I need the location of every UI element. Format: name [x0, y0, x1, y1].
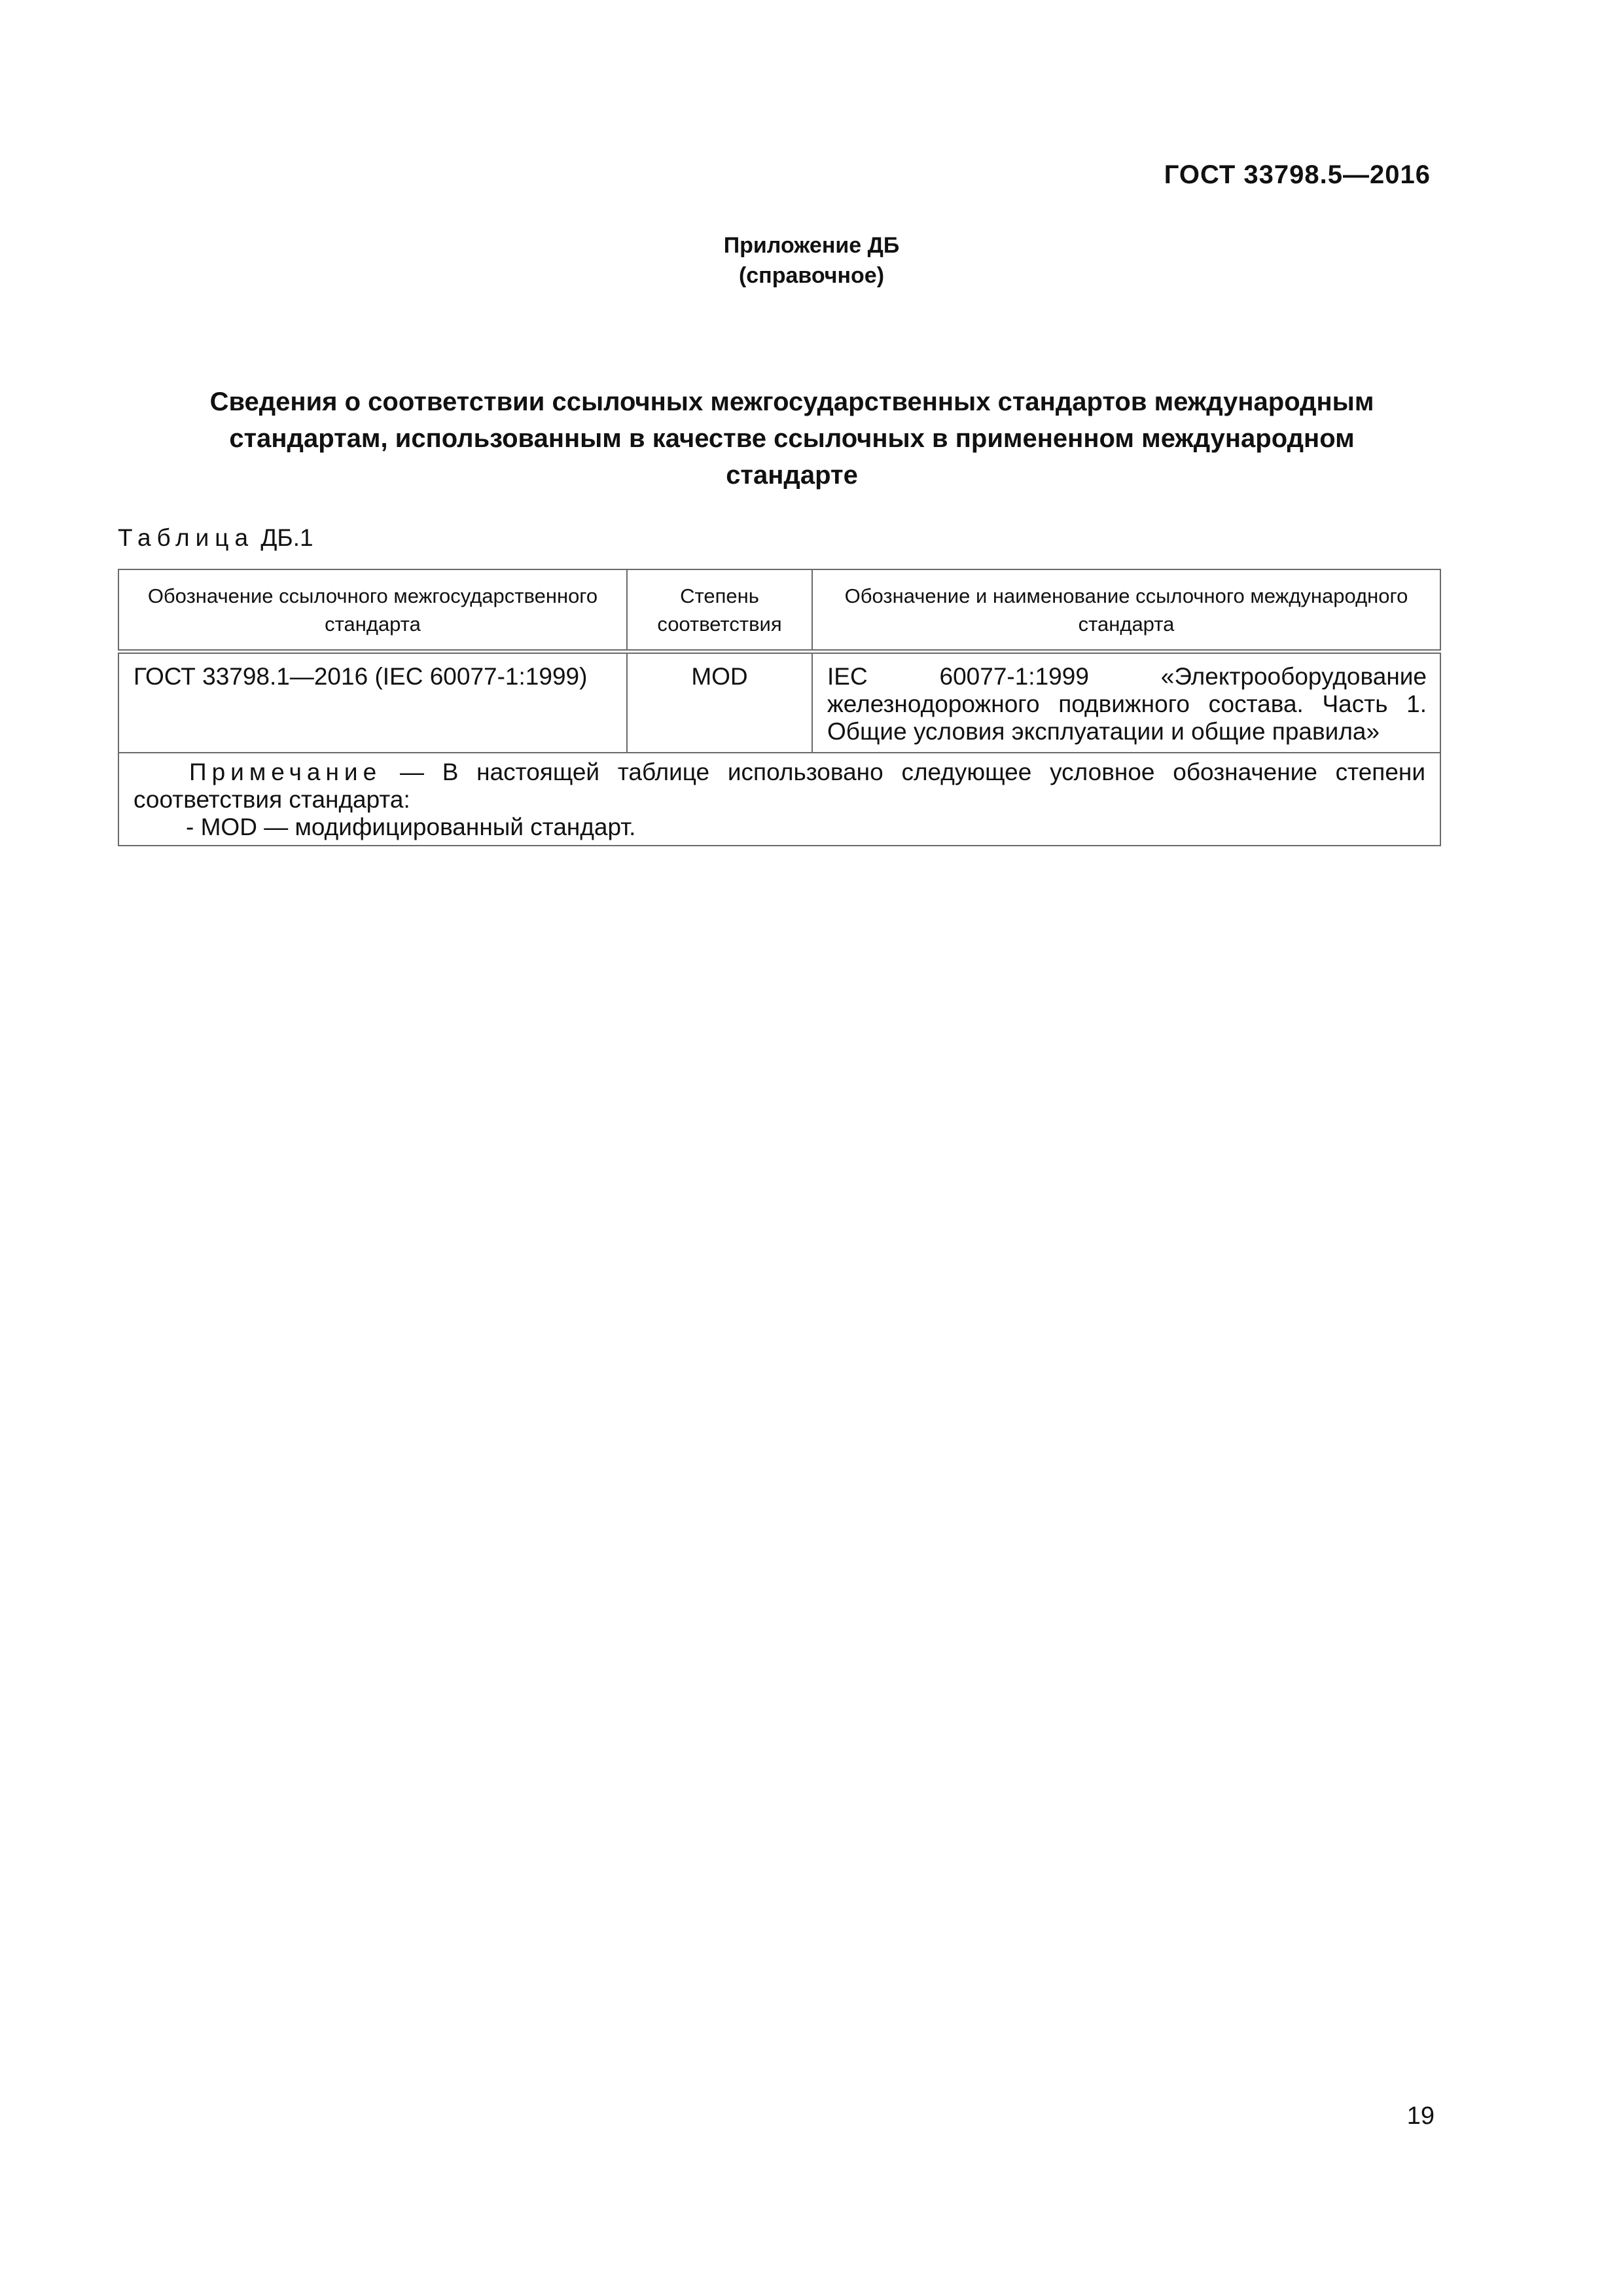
note-paragraph: [134, 759, 1425, 814]
page-number: 19: [1406, 2102, 1435, 2130]
table-note-row: [118, 753, 1440, 846]
section-title-line: стандартам, использованным в качестве ссылочных в примененном международном: [229, 424, 1355, 453]
annex-heading: [0, 230, 1623, 291]
reference-table: [118, 569, 1441, 846]
cell-interstate-standard: ГОСТ 33798.1—2016 (IEC 60077-1:1999): [118, 652, 627, 753]
column-header-international: Обозначение и наименование ссылочного международного стандарта: [812, 569, 1440, 652]
note-list-item: - MOD — модифицированный стандарт.: [186, 814, 636, 840]
table-note: [118, 753, 1440, 846]
cell-international-standard: IEC 60077-1:1999 «Электрооборудование железнодорожного подвижного состава. Часть 1. Общие условия эксплуатации и общие правила»: [812, 652, 1440, 753]
document-code: ГОСТ 33798.5—2016: [1164, 160, 1431, 189]
note-text: — В настоящей таблице использовано следующее условное обозначение степени соответствия стандарта:: [134, 759, 1425, 813]
table-header-row: [118, 569, 1440, 652]
column-header-degree: Степень соответствия: [627, 569, 812, 652]
annex-status: (справочное): [738, 263, 885, 288]
note-label: Примечание: [189, 759, 382, 785]
table-caption: [118, 524, 313, 552]
annex-title: Приложение ДБ: [723, 233, 900, 258]
section-title: [151, 384, 1433, 493]
column-header-interstate: Обозначение ссылочного межгосударственного стандарта: [118, 569, 627, 652]
table-caption-word: Таблица: [118, 524, 255, 551]
cell-correspondence-degree: MOD: [627, 652, 812, 753]
section-title-line: стандарте: [726, 461, 858, 490]
table-caption-id: ДБ.1: [260, 524, 313, 551]
table-row: [118, 652, 1440, 753]
section-title-line: Сведения о соответствии ссылочных межгосударственных стандартов международным: [209, 387, 1374, 416]
